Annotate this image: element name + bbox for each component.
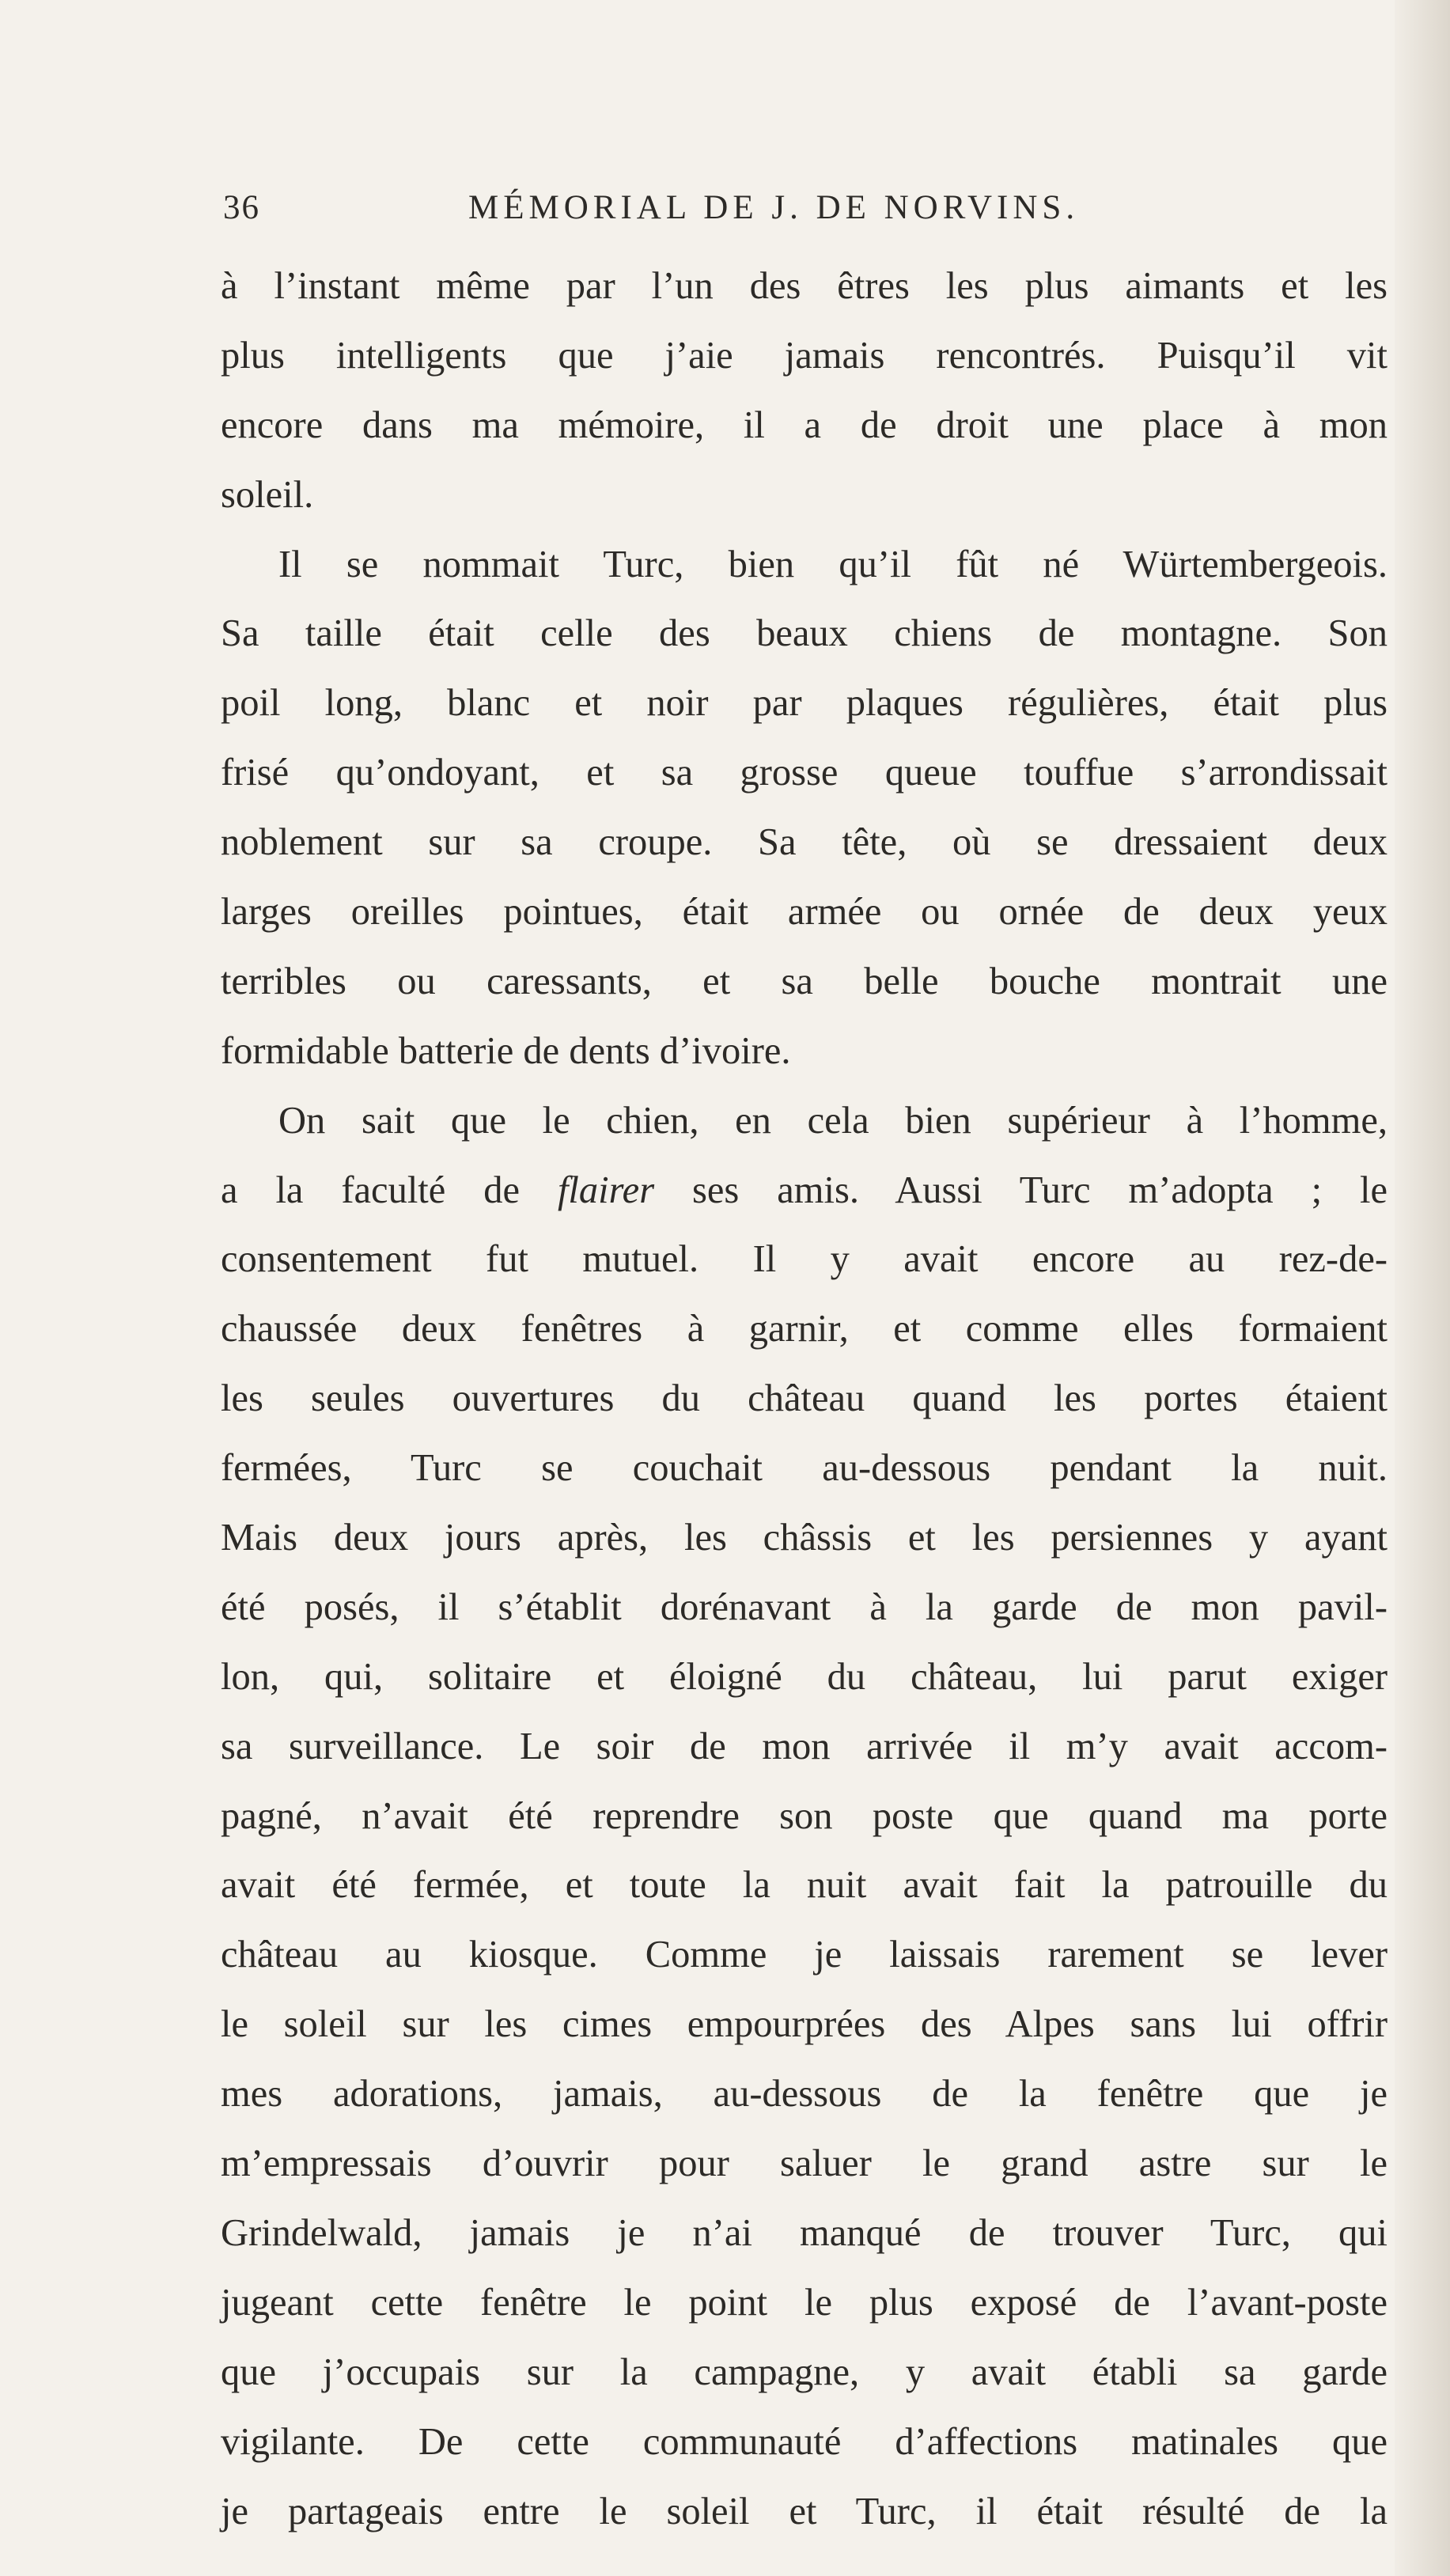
text-line: sa surveillance. Le soir de mon arrivée il m’y avait accom- xyxy=(221,1725,1388,1767)
text-fragment: a la faculté de xyxy=(221,1169,558,1211)
text-line: vigilante. De cette communauté d’affections matinales que xyxy=(221,2420,1388,2463)
text-line: à l’instant même par l’un des êtres les plus aimants et les xyxy=(221,265,1388,307)
running-head xyxy=(223,188,1149,236)
text-line: que j’occupais sur la campagne, y avait établi sa garde xyxy=(221,2351,1388,2393)
text-line: Il se nommait Turc, bien qu’il fût né Würtembergeois. xyxy=(278,543,1388,585)
text-line: encore dans ma mémoire, il a de droit une place à mon xyxy=(221,403,1388,446)
text-line: poil long, blanc et noir par plaques régulières, était plus xyxy=(221,682,1388,725)
text-line-with-italic xyxy=(221,1156,1388,1225)
text-line: été posés, il s’établit dorénavant à la garde de mon pavil- xyxy=(221,1585,1388,1628)
text-line: Grindelwald, jamais je n’ai manqué de trouver Turc, qui xyxy=(221,2211,1388,2254)
text-fragment: ses amis. Aussi Turc m’adopta ; le xyxy=(654,1169,1388,1211)
text-line: fermées, Turc se couchait au-dessous pendant la nuit. xyxy=(221,1447,1388,1490)
text-line: avait été fermée, et toute la nuit avait fait la patrouille du xyxy=(221,1864,1388,1907)
text-line: consentement fut mutuel. Il y avait encore au rez-de- xyxy=(221,1238,1388,1281)
text-line: frisé qu’ondoyant, et sa grosse queue touffue s’arrondissait xyxy=(221,752,1388,794)
text-line: Sa taille était celle des beaux chiens de montagne. Son xyxy=(221,612,1388,655)
text-line: soleil. xyxy=(221,473,314,516)
text-line: le soleil sur les cimes empourprées des Alpes sans lui offrir xyxy=(221,2003,1388,2046)
text-line: chaussée deux fenêtres à garnir, et comme elles formaient xyxy=(221,1308,1388,1351)
text-line: terribles ou caressants, et sa belle bouche montrait une xyxy=(221,960,1388,1002)
text-line: les seules ouvertures du château quand les portes étaient xyxy=(221,1377,1388,1420)
text-line: larges oreilles pointues, était armée ou ornée de deux yeux xyxy=(221,891,1388,934)
text-line: formidable batterie de dents d’ivoire. xyxy=(221,1029,791,1072)
italic-word: flairer xyxy=(557,1169,655,1211)
text-line: lon, qui, solitaire et éloigné du château, lui parut exiger xyxy=(221,1655,1388,1698)
text-line: m’empressais d’ouvrir pour saluer le grand astre sur le xyxy=(221,2142,1388,2185)
text-line: plus intelligents que j’aie jamais rencontrés. Puisqu’il vit xyxy=(221,334,1388,377)
text-line: jugeant cette fenêtre le point le plus exposé de l’avant-poste xyxy=(221,2281,1388,2324)
page-edge-shadow xyxy=(1395,0,1450,2576)
page-number: 36 xyxy=(223,189,260,226)
text-line: noblement sur sa croupe. Sa tête, où se dressaient deux xyxy=(221,821,1388,864)
running-head-title: MÉMORIAL DE J. DE NORVINS. xyxy=(468,189,1080,226)
text-line: mes adorations, jamais, au-dessous de la fenêtre que je xyxy=(221,2073,1388,2116)
body-text xyxy=(221,252,1388,2546)
text-line: pagné, n’avait été reprendre son poste que quand ma porte xyxy=(221,1794,1388,1837)
text-line: On sait que le chien, en cela bien supérieur à l’homme, xyxy=(278,1099,1388,1142)
text-line: je partageais entre le soleil et Turc, il était résulté de la xyxy=(221,2490,1388,2532)
text-line: Mais deux jours après, les châssis et les persiennes y ayant xyxy=(221,1517,1388,1559)
text-line: château au kiosque. Comme je laissais rarement se lever xyxy=(221,1934,1388,1976)
